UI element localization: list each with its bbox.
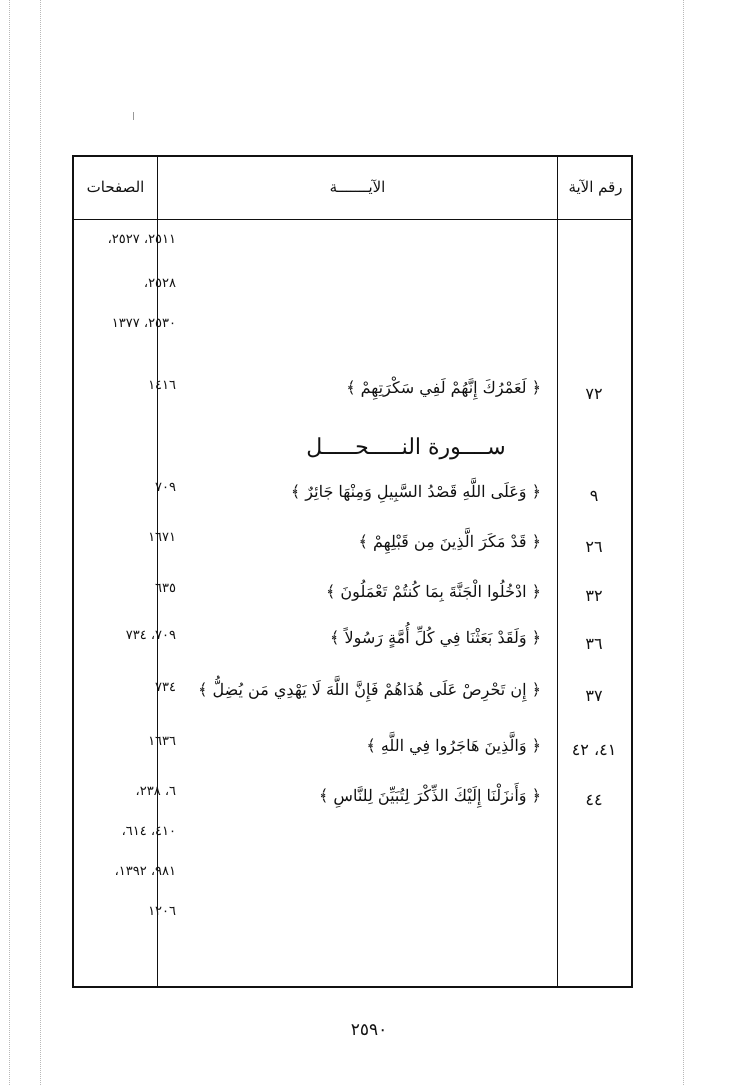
verse-number-cell: ٤٤ <box>585 790 603 809</box>
verse-cell: ﴿ إِن تَحْرِصْ عَلَى هُدَاهُمْ فَإِنَّ اللَّهَ لَا يَهْدِي مَن يُضِلُّ ﴾ <box>198 680 541 699</box>
verse-cell: ﴿ ادْخُلُوا الْجَنَّةَ بِمَا كُنتُمْ تَعْمَلُونَ ﴾ <box>325 582 541 601</box>
page-number: ٢٥٩٠ <box>350 1020 388 1040</box>
verse-cell: ﴿ قَدْ مَكَرَ الَّذِينَ مِن قَبْلِهِمْ ﴾ <box>358 532 541 551</box>
pages-cell: ٢٥٣٠، ١٣٧٧ <box>111 316 176 331</box>
pages-cell: ٧٠٩ <box>155 480 176 495</box>
header-pages: الصفحات <box>86 178 145 196</box>
pages-cell: ٤١٠، ٦١٤، <box>121 824 176 839</box>
pages-cell: ١٦٣٦ <box>148 734 176 749</box>
pages-cell: ٦، ٢٣٨، <box>135 784 176 799</box>
verse-cell: ﴿ وَعَلَى اللَّهِ قَصْدُ السَّبِيلِ وَمِنْهَا جَائِرٌ ﴾ <box>290 482 541 501</box>
verse-cell: ﴿ وَالَّذِينَ هَاجَرُوا فِي اللَّهِ ﴾ <box>366 736 541 755</box>
pages-cell: ١٦٧١ <box>148 530 176 545</box>
header-number: رقم الآية <box>568 178 623 196</box>
margin-dots-right <box>683 0 684 1085</box>
verse-number-cell: ٢٦ <box>585 537 603 556</box>
pages-cell: ١٢٠٦ <box>148 904 176 919</box>
verse-number-cell: ٤١، ٤٢ <box>571 740 617 759</box>
verse-cell: ﴿ وَلَقَدْ بَعَثْنَا فِي كُلِّ أُمَّةٍ رَسُولاً ﴾ <box>330 628 541 647</box>
pages-cell: ٧٣٤ <box>155 680 176 695</box>
pages-cell: ٦٣٥ <box>155 581 176 596</box>
verse-number-cell: ٧٢ <box>585 384 603 403</box>
header-verse: الآيـــــــة <box>329 178 386 196</box>
verse-number-cell: ٣٦ <box>585 634 603 653</box>
pages-cell: ١٤١٦ <box>148 378 176 393</box>
verse-cell: ﴿ لَعَمْرُكَ إِنَّهُمْ لَفِي سَكْرَتِهِمْ ﴾ <box>346 378 541 397</box>
sura-title: ســــورة النـــــحـــــل <box>306 435 506 460</box>
pages-cell: ٧٠٩، ٧٣٤ <box>125 628 176 643</box>
pages-cell: ٢٥١١، ٢٥٢٧، <box>107 232 176 247</box>
verse-number-cell: ٣٢ <box>585 586 603 605</box>
margin-dots-left <box>9 0 10 1085</box>
pages-cell: ٩٨١، ١٣٩٢، <box>114 864 176 879</box>
verse-cell: ﴿ وَأَنزَلْنَا إِلَيْكَ الذِّكْرَ لِتُبَيِّنَ لِلنَّاسِ ﴾ <box>318 786 541 805</box>
margin-dots-inner <box>40 0 41 1085</box>
header-divider <box>74 219 631 220</box>
verse-number-cell: ٣٧ <box>585 686 603 705</box>
column-divider-number <box>557 157 558 986</box>
verse-number-cell: ٩ <box>589 486 599 505</box>
pages-cell: ٢٥٢٨، <box>143 276 176 291</box>
margin-tick <box>133 112 134 120</box>
